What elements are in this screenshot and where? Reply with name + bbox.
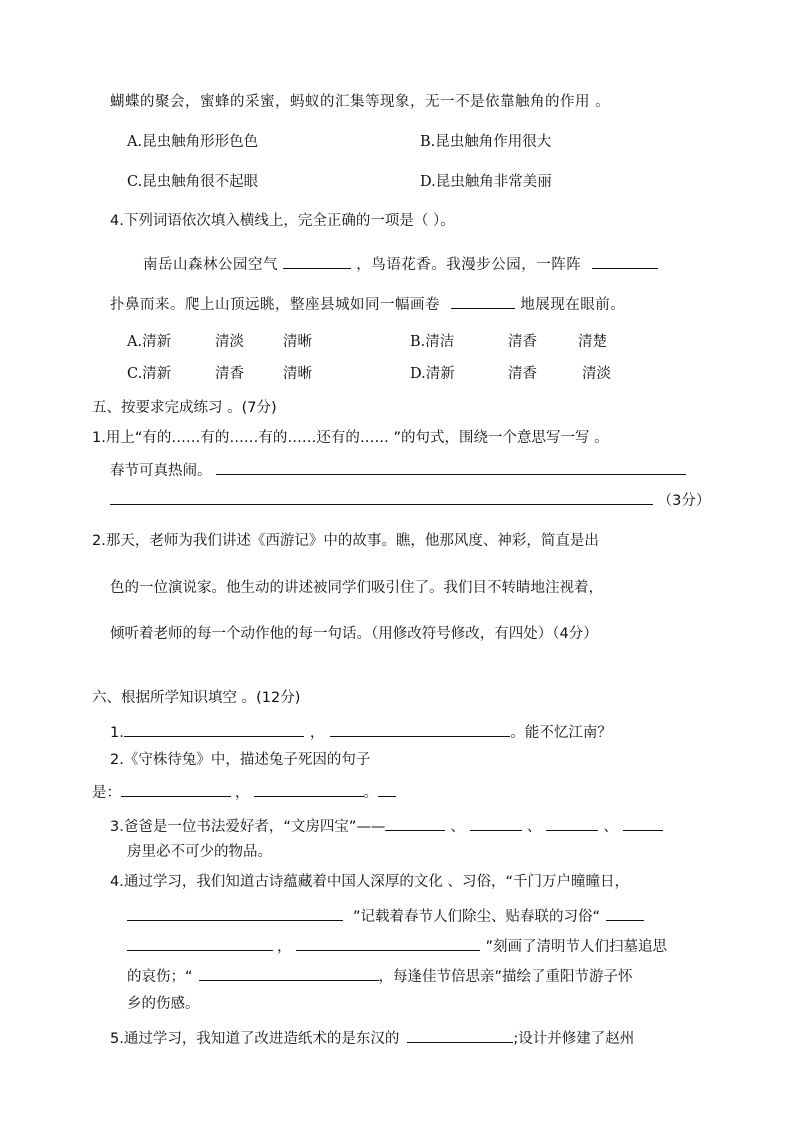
s6-q3-line-2: 房里必不可少的物品。 <box>127 844 272 860</box>
q3-passage-tail: 蝴蝶的聚会，蜜蜂的采蜜，蚂蚁的汇集等现象，无一不是依靠触角的作用 。 <box>110 94 611 110</box>
option-word: 清楚 <box>578 334 607 350</box>
option-word: 清淡 <box>582 366 611 382</box>
s6-q3-separator: 、 <box>450 819 465 835</box>
s6-q1-comma: ， <box>309 725 325 741</box>
s6-q1-tail: 。能不忆江南？ <box>510 725 612 741</box>
s5-q1-lead: 春节可真热闹。 <box>110 463 212 479</box>
s5-q1-score: （3分） <box>657 493 711 509</box>
s6-q4-comma: ， <box>277 939 292 955</box>
q4-option-c[interactable] <box>127 364 312 384</box>
s6-q4-blank-2[interactable] <box>606 904 644 921</box>
s6-q4-line-1: 4.通过学习，我们知道古诗蕴藏着中国人深厚的文化 、习俗，“千门万户曈曈日， <box>110 874 629 890</box>
s6-q4-text: ，每逢佳节倍思亲”描绘了重阳节游子怀 <box>378 969 633 985</box>
s6-q4-line-5: 乡的伤感。 <box>127 996 200 1012</box>
q4-passage-text: ，鸟语花香。我漫步公园，一阵阵 <box>356 257 582 273</box>
s6-q4-blank-3[interactable] <box>127 934 273 951</box>
s5-q1-answer-blank-2[interactable] <box>110 488 653 505</box>
q4-option-d[interactable] <box>410 364 611 384</box>
option-label: D.清新 <box>410 366 455 382</box>
s6-q4-blank-1[interactable] <box>127 904 343 921</box>
s5-q1-line-1 <box>110 458 686 481</box>
s6-q4-line-3 <box>127 934 667 957</box>
s6-q2-line-2 <box>92 780 396 803</box>
s5-q1-answer-blank-1[interactable] <box>216 458 686 475</box>
s6-q4-blank-4[interactable] <box>296 934 480 951</box>
s6-q5-text: ;设计并修建了赵州 <box>513 1031 635 1047</box>
option-word: 清香 <box>508 334 537 350</box>
q4-blank-1[interactable] <box>283 252 351 269</box>
section-5-title: 五、按要求完成练习 。(7分) <box>92 400 277 416</box>
q3-option-d[interactable]: D.昆虫触角非常美丽 <box>420 174 552 190</box>
s6-q3-blank-4[interactable] <box>623 814 663 831</box>
s6-q3-blank-2[interactable] <box>470 814 522 831</box>
q3-option-c[interactable]: C.昆虫触角很不起眼 <box>127 174 259 190</box>
s6-q1 <box>110 720 612 743</box>
s6-q1-number: 1. <box>110 725 124 741</box>
s6-q5-text: 5.通过学习，我知道了改进造纸术的是东汉的 <box>110 1031 400 1047</box>
s6-q3-text: 3.爸爸是一位书法爱好者，“文房四宝”—— <box>110 819 386 835</box>
s6-q5-blank-1[interactable] <box>407 1026 513 1043</box>
q4-stem: 4.下列词语依次填入横线上，完全正确的一项是（ ）。 <box>110 213 455 229</box>
s6-q4-line-4 <box>127 964 633 987</box>
option-word: 清香 <box>508 366 537 382</box>
q4-option-b[interactable] <box>410 332 607 352</box>
q4-blank-3[interactable] <box>451 292 515 309</box>
s6-q2-comma: ， <box>235 785 250 801</box>
s6-q3-blank-1[interactable] <box>385 814 445 831</box>
s6-q4-text: ”记载着春节人们除尘、贴春联的习俗“ <box>353 909 601 925</box>
s5-q1-line-2 <box>110 488 710 511</box>
s6-q1-blank-1[interactable] <box>124 720 304 737</box>
q4-option-a[interactable] <box>127 332 312 352</box>
option-word: 清香 <box>215 366 244 382</box>
s6-q3-line-1 <box>110 814 663 837</box>
s6-q4-text: 的哀伤；“ <box>127 969 193 985</box>
s6-q4-line-2 <box>127 904 644 927</box>
s5-q2-line-1: 2.那天，老师为我们讲述《西游记》中的故事。瞧，他那风度、神彩，简直是出 <box>92 533 599 549</box>
option-label: B.清洁 <box>410 334 455 350</box>
option-word: 清淡 <box>215 334 244 350</box>
q4-blank-2[interactable] <box>592 252 658 269</box>
s6-q1-blank-2[interactable] <box>330 720 510 737</box>
s5-q2-line-3: 倾听着老师的每一个动作他的每一句话。（用修改符号修改，有四处）（4分） <box>110 626 598 642</box>
s6-q4-text: ”刻画了清明节人们扫墓追思 <box>485 939 668 955</box>
s6-q2-period: 。 <box>363 785 378 801</box>
q4-passage-text: 地展现在眼前。 <box>520 297 626 313</box>
s6-q2-lead: 是： <box>92 785 121 801</box>
s6-q3-blank-3[interactable] <box>546 814 598 831</box>
q4-passage-line-2 <box>110 292 625 315</box>
q4-passage-text: 南岳山森林公园空气 <box>143 257 278 273</box>
q4-passage-text: 扑鼻而来。爬上山顶远眺，整座县城如同一幅画卷 <box>110 297 440 313</box>
s5-q1-prompt: 1.用上“有的……有的……有的……还有的…… ”的句式，围绕一个意思写一写 。 <box>92 430 609 446</box>
option-label: A.清新 <box>127 334 172 350</box>
section-6-title: 六、根据所学知识填空 。(12分) <box>92 690 301 706</box>
option-label: C.清新 <box>127 366 172 382</box>
q3-option-b[interactable]: B.昆虫触角作用很大 <box>420 134 552 150</box>
s5-q2-line-2: 色的一位演说家。他生动的讲述被同学们吸引住了。我们目不转睛地注视着， <box>110 580 603 596</box>
s6-q2-blank-1[interactable] <box>121 780 231 797</box>
q4-passage-line-1 <box>143 252 658 275</box>
s6-q3-separator: 、 <box>603 819 618 835</box>
option-word: 清晰 <box>283 334 312 350</box>
s6-q3-separator: 、 <box>526 819 542 835</box>
s6-q2-line-1: 2.《守株待兔》中，描述兔子死因的句子 <box>110 752 371 768</box>
s6-q2-blank-2[interactable] <box>254 780 364 797</box>
s6-q4-blank-5[interactable] <box>199 964 379 981</box>
option-word: 清晰 <box>283 366 312 382</box>
s6-q5 <box>110 1026 634 1049</box>
s6-q2-blank-3[interactable] <box>378 780 396 797</box>
q3-option-a[interactable]: A.昆虫触角形形色色 <box>127 134 259 150</box>
